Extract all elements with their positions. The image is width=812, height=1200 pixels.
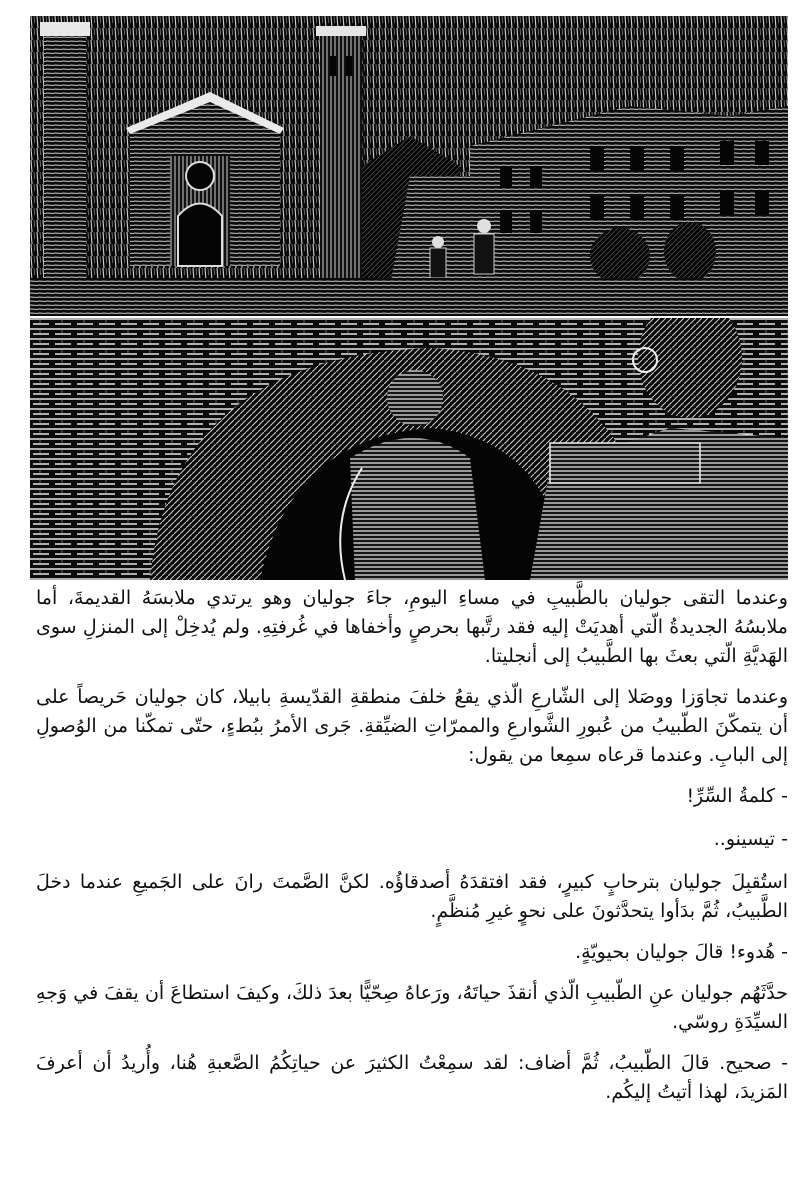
dialog-doctor: - صحيح. قالَ الطّبيبُ، ثُمَّ أضاف: لقد سمِعْتُ الكثيرَ عن حياتِكُمُ الصَّعبةِ هُنا، وأُريدُ أن أعرفَ المَزيدَ، لهذا أتيتُ إليكُم. [36,1052,788,1103]
paragraph-meeting: وعندما التقى جوليان بالطَّبيبِ في مساءِ اليومِ، جاءَ جوليان وهو يرتدي ملابسَهُ القديمةَ، أما ملابسُهُ الجديدةُ الّتي أهديَتْ إليه فقد رتَّبها بحرصٍ وأخفاها في غُرفتِهِ. ولم يُدخِلْ إلى المنزلِ سوى الهَديَّةِ الّتي بعثَ بها الطَّبيبُ إلى أنجليتا. [36,587,788,667]
paragraph-street: وعندما تجاوَزا ووصَلا إلى الشّارعِ الّذي يقعُ خلفَ منطقةِ القدّيسةِ بابيلا، كان جوليان حَريصاً على أن يتمكّنَ الطّبيبُ من عُبورِ الشَّوارعِ والممرّاتِ الضيِّقةِ. جَرى الأمرُ ببُطءٍ، حتّى تمكّنا من الوُصولِ إلى البابِ. وعندما قرعاه سمِعا من يقول: [36,686,788,766]
story-text [36,584,788,1111]
dialog-password: - كلمةُ السِّرِّ! [686,785,788,807]
street-scene-illustration [30,16,788,316]
dialog-quiet: - هُدوء! قالَ جوليان بحيويّةٍ. [575,941,788,963]
tunnel-scene-illustration [30,318,788,580]
street-scene-woodcut-image [30,16,788,316]
paragraph-doctor-story: حدَّثَهُم جوليان عنِ الطّبيبِ الّذي أنقذَ حياتَهُ، ورَعاهُ صِحّيًّا بعدَ ذلكَ، وكيفَ استطاعَ أن يقفَ في وَجهِ السيِّدَةِ روسّي. [36,982,788,1033]
dialog-answer: - تيسينو.. [713,828,788,850]
tunnel-woodcut-image [30,318,788,580]
paragraph-welcome: استُقبِلَ جوليان بترحابٍ كبيرٍ، فقد افتقدَهُ أصدقاؤُه. لكنَّ الصَّمتَ رانَ على الجَميعِ عندما دخلَ الطَّبيبُ، ثُمَّ بدَأوا يتحدَّثونَ على نحوٍ غيرِ مُنظَّمٍ. [36,871,788,922]
